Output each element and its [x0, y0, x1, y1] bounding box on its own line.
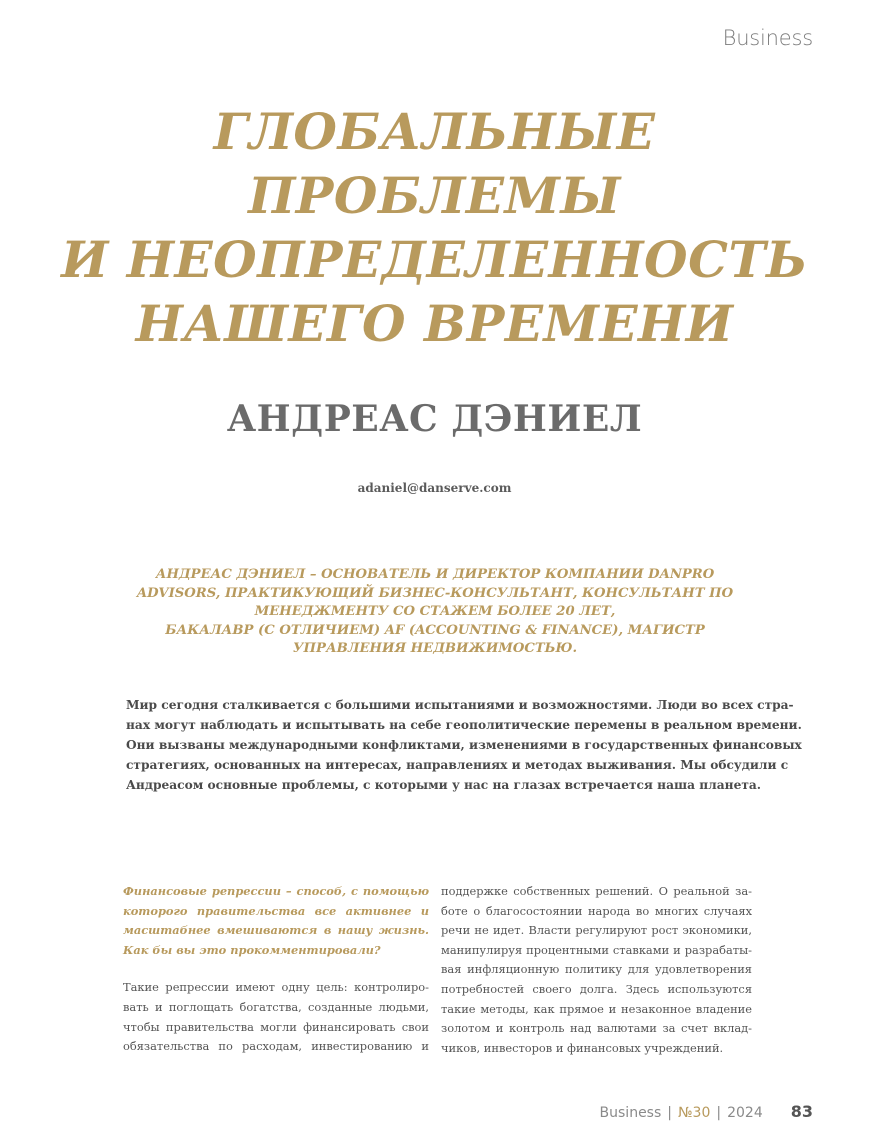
lead-line: нах могут наблюдать и испытывать на себе геополитические перемены в реальном времени.: [126, 718, 802, 732]
body-line: поддержке собственных решений. О реальной за-: [441, 884, 752, 898]
body-line: такие методы, как прямое и незаконное владение: [441, 1001, 752, 1016]
author-name: АНДРЕАС ДЭНИЕЛ: [226, 398, 643, 440]
lead-line: стратегиях, основанных на интересах, направлениях и методах выживания. Мы обсудили с: [126, 758, 789, 772]
title-line: И НЕОПРЕДЕЛЕННОСТЬ: [61, 230, 808, 289]
body-line: обязательства по расходам, инвестированию и: [123, 1039, 429, 1054]
question-line: Как бы вы это прокомментировали?: [123, 942, 381, 957]
title-line: ПРОБЛЕМЫ: [248, 166, 621, 225]
lead-line: Мир сегодня сталкивается с большими испытаниями и возможностями. Люди во всех стра-: [126, 698, 794, 712]
footer-separator: |: [716, 1105, 722, 1121]
body-line: чтобы правительства могли финансировать свои: [123, 1019, 429, 1034]
title-line: ГЛОБАЛЬНЫЕ: [213, 102, 656, 161]
left-column: [123, 882, 429, 1057]
question-line: масштабнее вмешиваются в нашу жизнь.: [123, 923, 429, 938]
section-label: Business: [722, 26, 813, 50]
footer-separator: |: [667, 1105, 672, 1121]
lead-line: Они вызваны международными конфликтами, изменениями в государственных финансовых: [126, 738, 802, 752]
interview-question: [123, 882, 429, 960]
bio-line: АНДРЕАС ДЭНИЕЛ – ОСНОВАТЕЛЬ И ДИРЕКТОР КОМПАНИИ DANPRO: [155, 567, 715, 582]
bio-line: ADVISORS, ПРАКТИКУЮЩИЙ БИЗНЕС-КОНСУЛЬТАНТ, КОНСУЛЬТАНТ ПО: [136, 585, 734, 601]
author-email[interactable]: adaniel@danserve.com: [357, 481, 512, 495]
footer-issue: №30: [678, 1105, 711, 1121]
article-title: [30, 100, 839, 356]
title-line: НАШЕГО ВРЕМЕНИ: [135, 294, 734, 353]
page-number: 83: [790, 1102, 813, 1121]
body-line: боте о благосостоянии народа во многих случаях: [441, 903, 752, 918]
body-line: потребностей своего долга. Здесь используются: [441, 981, 752, 996]
answer-text: [123, 978, 429, 1056]
question-line: Финансовые репрессии – способ, с помощью: [123, 884, 429, 898]
lead-paragraph: [126, 695, 802, 795]
question-line: которого правительства все активнее и: [123, 903, 429, 918]
footer-year: 2024: [727, 1105, 763, 1121]
bio-line: МЕНЕДЖМЕНТУ СО СТАЖЕМ БОЛЕЕ 20 ЛЕТ,: [254, 604, 616, 620]
author-bio: [95, 566, 775, 659]
footer-magazine: Business: [599, 1105, 662, 1121]
body-line: манипулируя процентными ставками и разрабаты-: [441, 942, 752, 957]
body-line: речи не идет. Власти регулируют рост экономики,: [441, 923, 752, 938]
lead-line: Андреасом основные проблемы, с которыми у нас на глазах встречается наша планета.: [126, 778, 762, 792]
body-line: чиков, инвесторов и финансовых учреждений.: [441, 1040, 724, 1055]
body-line: Такие репрессии имеют одну цель: контролиро-: [123, 980, 429, 995]
bio-line: БАКАЛАВР (С ОТЛИЧИЕМ) AF (ACCOUNTING & FINANCE), МАГИСТР: [165, 622, 705, 638]
right-column: [441, 882, 752, 1058]
body-line: золотом и контроль над валютами за счет вклад-: [441, 1021, 752, 1036]
bio-line: УПРАВЛЕНИЯ НЕДВИЖИМОСТЬЮ.: [292, 641, 578, 657]
page-footer: [600, 1102, 813, 1121]
body-line: вая инфляционную политику для удовлетворения: [441, 962, 752, 977]
body-line: вать и поглощать богатства, созданные людьми,: [123, 999, 429, 1014]
